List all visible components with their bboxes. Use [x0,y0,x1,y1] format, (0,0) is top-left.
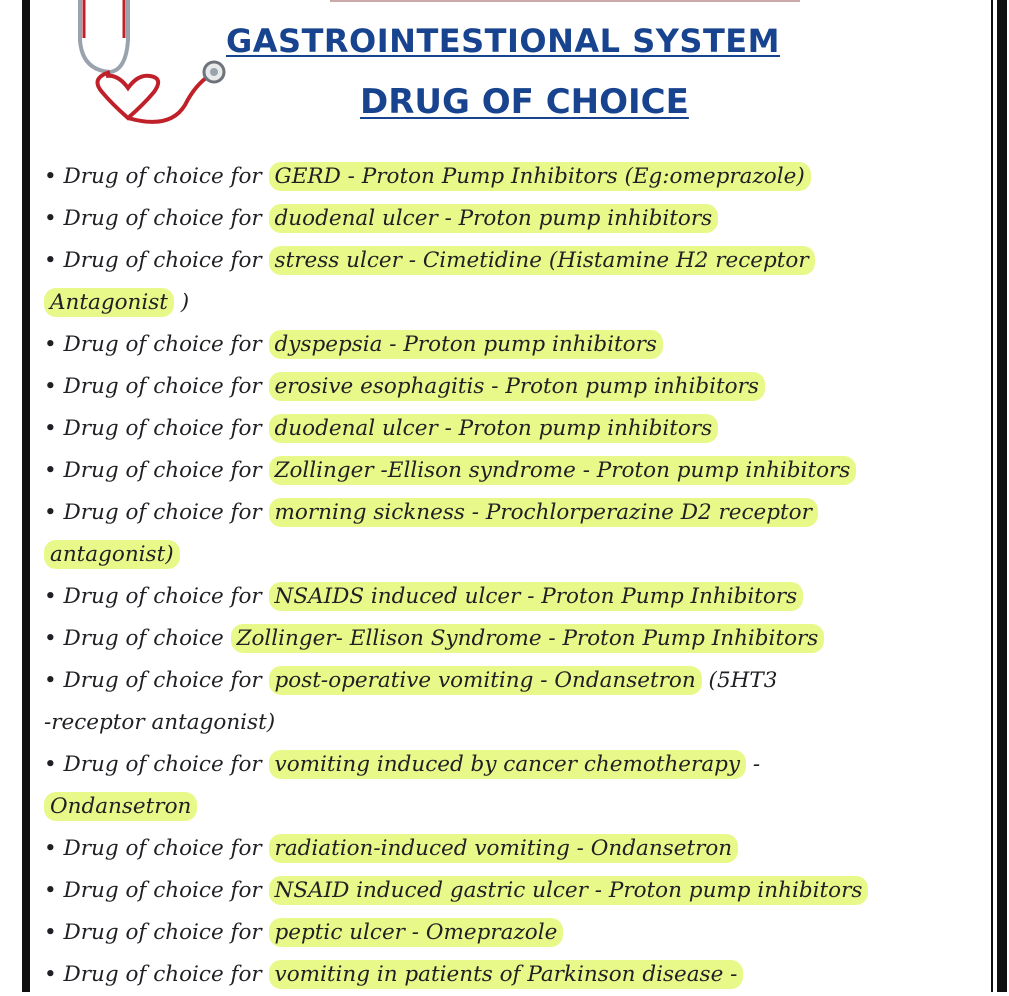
list-item: • Drug of choice for Zollinger -Ellison syndrome - Proton pump inhibitors [44,450,984,492]
list-item: • Drug of choice for NSAIDS induced ulcer - Proton Pump Inhibitors [44,576,984,618]
list-item: • Drug of choice for NSAID induced gastric ulcer - Proton pump inhibitors [44,870,984,912]
list-item: • Drug of choice for post-operative vomiting - Ondansetron (5HT3 [44,668,778,693]
highlight: vomiting in patients of Parkinson disease - [269,960,744,989]
list-item: • Drug of choice for radiation-induced vomiting - Ondansetron [44,828,984,870]
highlight: GERD - Proton Pump Inhibitors (Eg:omeprazole) [269,162,811,191]
list-item-continuation: Antagonist ) [44,282,984,324]
page-title: GASTROINTESTIONAL SYSTEM [226,22,780,60]
highlight: antagonist) [44,540,180,569]
frame-right-inner-border [991,0,993,992]
highlight: vomiting induced by cancer chemotherapy [269,750,747,779]
highlight: post-operative vomiting - Ondansetron [269,666,702,695]
page-subtitle: DRUG OF CHOICE [360,82,689,122]
list-item: • Drug of choice Zollinger- Ellison Syndrome - Proton Pump Inhibitors [44,618,984,660]
highlight: stress ulcer - Cimetidine (Histamine H2 receptor [269,246,815,275]
list-item: • Drug of choice for duodenal ulcer - Proton pump inhibitors [44,198,984,240]
highlight: Zollinger -Ellison syndrome - Proton pump inhibitors [269,456,857,485]
highlight: dyspepsia - Proton pump inhibitors [269,330,663,359]
highlight: NSAID induced gastric ulcer - Proton pump inhibitors [269,876,869,905]
frame-left-border [22,0,30,992]
list-item: • Drug of choice for morning sickness - Prochlorperazine D2 receptor [44,492,984,534]
highlight: peptic ulcer - Omeprazole [269,918,564,947]
list-item: • Drug of choice for vomiting in patients of Parkinson disease - [44,954,984,996]
list-item-continuation: -receptor antagonist) [44,710,276,735]
stethoscope-heart-icon [60,0,240,135]
list-item: • Drug of choice for duodenal ulcer - Proton pump inhibitors [44,408,984,450]
drug-list [44,156,984,996]
highlight: duodenal ulcer - Proton pump inhibitors [269,204,719,233]
list-item: • Drug of choice for vomiting induced by cancer chemotherapy - [44,752,761,777]
highlight: Zollinger- Ellison Syndrome - Proton Pump Inhibitors [231,624,825,653]
list-item: • Drug of choice for peptic ulcer - Omeprazole [44,912,984,954]
list-item: • Drug of choice for stress ulcer - Cimetidine (Histamine H2 receptor [44,240,984,282]
highlight: morning sickness - Prochlorperazine D2 receptor [269,498,818,527]
highlight: NSAIDS induced ulcer - Proton Pump Inhibitors [269,582,804,611]
highlight: Ondansetron [44,792,197,821]
top-rule [330,0,800,2]
list-item: • Drug of choice for GERD - Proton Pump Inhibitors (Eg:omeprazole) [44,156,984,198]
frame-right-border [997,0,1007,992]
list-item: • Drug of choice for dyspepsia - Proton pump inhibitors [44,324,984,366]
highlight: erosive esophagitis - Proton pump inhibitors [269,372,765,401]
highlight: radiation-induced vomiting - Ondansetron [269,834,739,863]
list-item: • Drug of choice for erosive esophagitis - Proton pump inhibitors [44,366,984,408]
highlight: duodenal ulcer - Proton pump inhibitors [269,414,719,443]
list-item-continuation [44,534,984,576]
list-item-continuation [44,786,984,828]
highlight: Antagonist [44,288,174,317]
